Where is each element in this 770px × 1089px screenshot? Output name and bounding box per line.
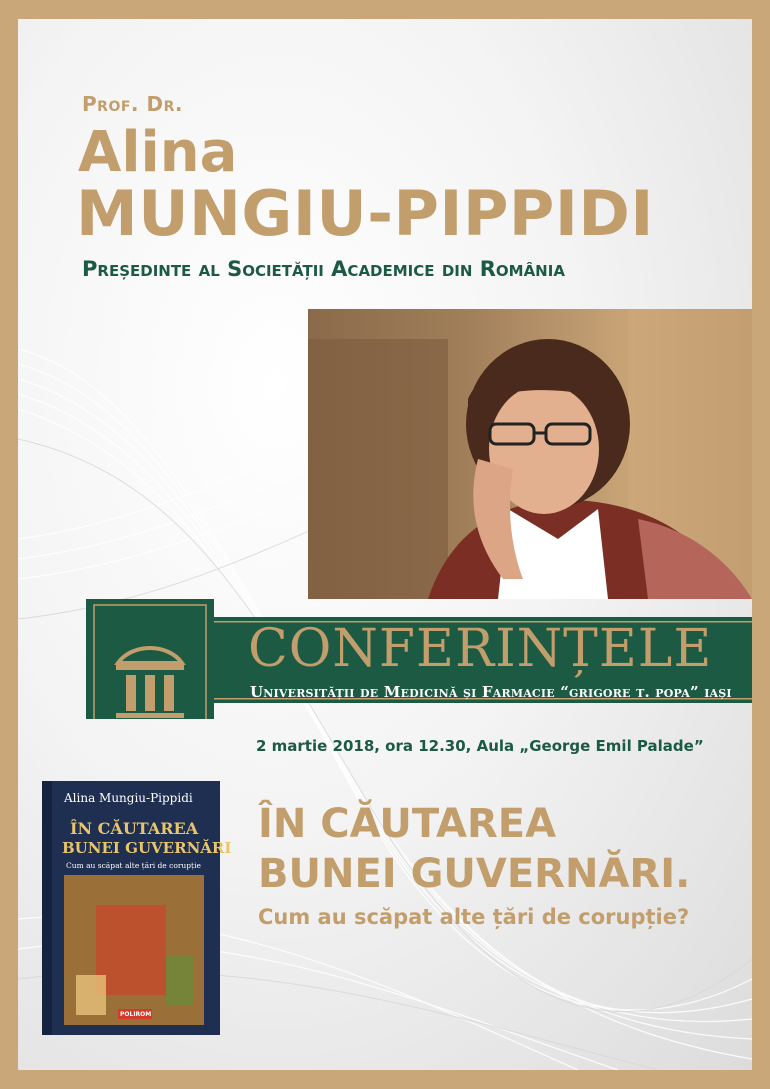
poster xyxy=(18,19,752,1070)
university-logo-icon xyxy=(112,635,188,725)
book-title-line2: BUNEI GUVERNĂRI xyxy=(62,839,232,857)
speaker-last-name: MUNGIU-PIPPIDI xyxy=(76,177,654,250)
speaker-honorific: Prof. Dr. xyxy=(82,92,183,116)
lecture-title-line2: BUNEI GUVERNĂRI. xyxy=(258,851,691,897)
conference-subtitle: Universității de Medicină și Farmacie “grigore t. popa” iași xyxy=(250,683,732,701)
book-publisher: POLIROM xyxy=(120,1011,152,1018)
speaker-first-name: Alina xyxy=(78,120,238,185)
book-subtitle: Cum au scăpat alte țări de corupție xyxy=(66,861,201,870)
event-details: 2 martie 2018, ora 12.30, Aula „George Emil Palade” xyxy=(256,737,704,755)
book-title-line1: ÎN CĂUTAREA xyxy=(70,819,199,838)
conference-title: CONFERINȚELE xyxy=(248,619,713,679)
speaker-role: Președinte al Societății Academice din România xyxy=(82,257,565,281)
speaker-photo xyxy=(308,309,752,599)
lecture-subtitle: Cum au scăpat alte țări de corupție? xyxy=(258,905,690,929)
book-cover xyxy=(36,775,232,1037)
book-author: Alina Mungiu-Pippidi xyxy=(64,791,193,805)
lecture-title-line1: ÎN CĂUTAREA xyxy=(258,801,557,847)
